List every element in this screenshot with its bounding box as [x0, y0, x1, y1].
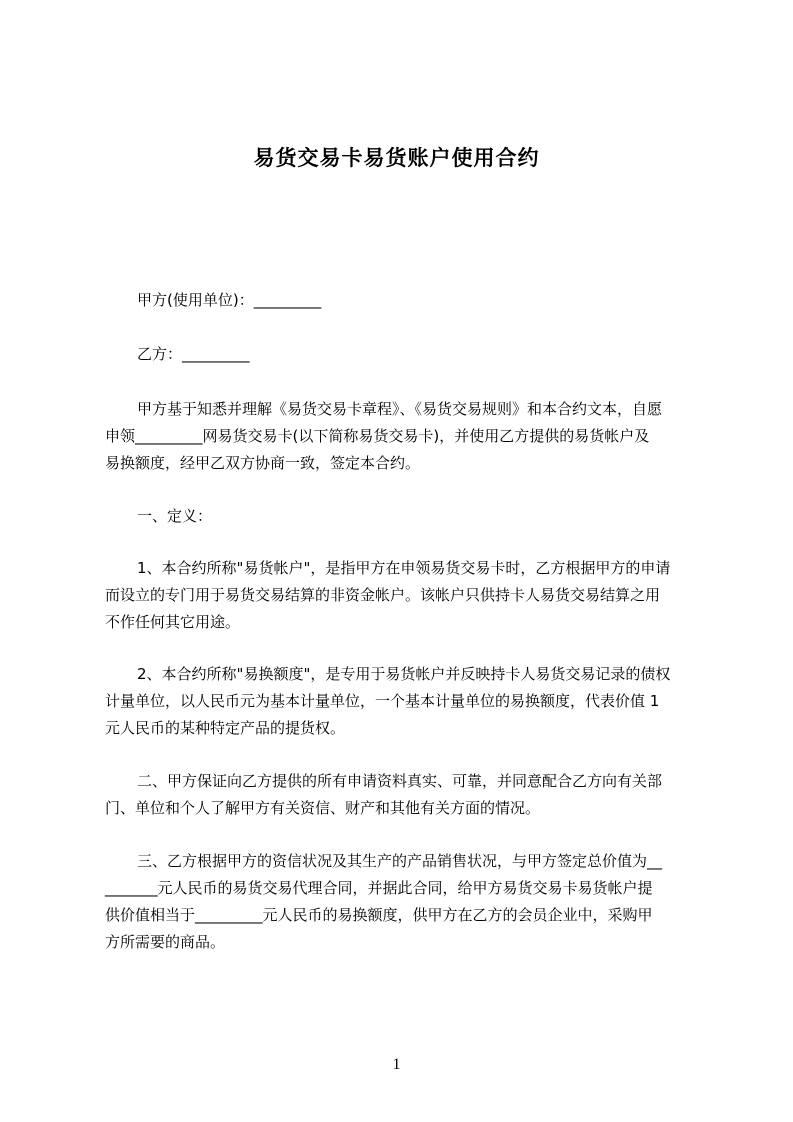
clause-line: 门、单位和个人了解甲方有关资信、财产和其他有关方面的情况。: [105, 799, 541, 817]
document-title: 易货交易卡易货账户使用合约: [253, 146, 540, 170]
section-heading: 一、定义：: [137, 507, 213, 525]
intro-line: 易换额度，经甲乙双方协商一致，签定本合约。: [105, 454, 421, 472]
clause-line: 方所需要的商品。: [105, 933, 226, 951]
definition-line: 而设立的专门用于易货交易结算的非资金帐户。该帐户只供持卡人易货交易结算之用: [105, 586, 661, 604]
definition-line: 2、本合约所称"易换额度"，是专用于易货帐户并反映持卡人易货交易记录的债权: [137, 665, 671, 683]
definition-line: 计量单位，以人民币元为基本计量单位，一个基本计量单位的易换额度，代表价值 1: [105, 692, 660, 710]
definition-line: 元人民币的某种特定产品的提货权。: [105, 719, 346, 737]
party-b-line: 乙方：_________: [137, 345, 250, 363]
clause-line: 三、乙方根据甲方的资信状况及其生产的产品销售状况，与甲方签定总价值为__: [137, 852, 663, 870]
definition-line: 不作任何其它用途。: [105, 613, 241, 631]
intro-line: 申领_________网易货交易卡(以下简称易货交易卡)，并使用乙方提供的易货帐户及: [105, 427, 650, 445]
definition-line: 1、本合约所称"易货帐户"，是指甲方在申领易货交易卡时，乙方根据甲方的申请: [137, 559, 671, 577]
page-number: 1: [392, 1056, 401, 1073]
clause-line: 二、甲方保证向乙方提供的所有申请资料真实、可靠，并同意配合乙方向有关部: [137, 772, 663, 790]
intro-line: 甲方基于知悉并理解《易货交易卡章程》、《易货交易规则》和本合约文本，自愿: [137, 400, 663, 418]
clause-line: _______元人民币的易货交易代理合同，并据此合同，给甲方易货交易卡易货帐户提: [105, 879, 653, 897]
party-a-line: 甲方(使用单位)：_________: [137, 291, 322, 309]
clause-line: 供价值相当于_________元人民币的易换额度，供甲方在乙方的会员企业中，采购甲: [105, 906, 653, 924]
